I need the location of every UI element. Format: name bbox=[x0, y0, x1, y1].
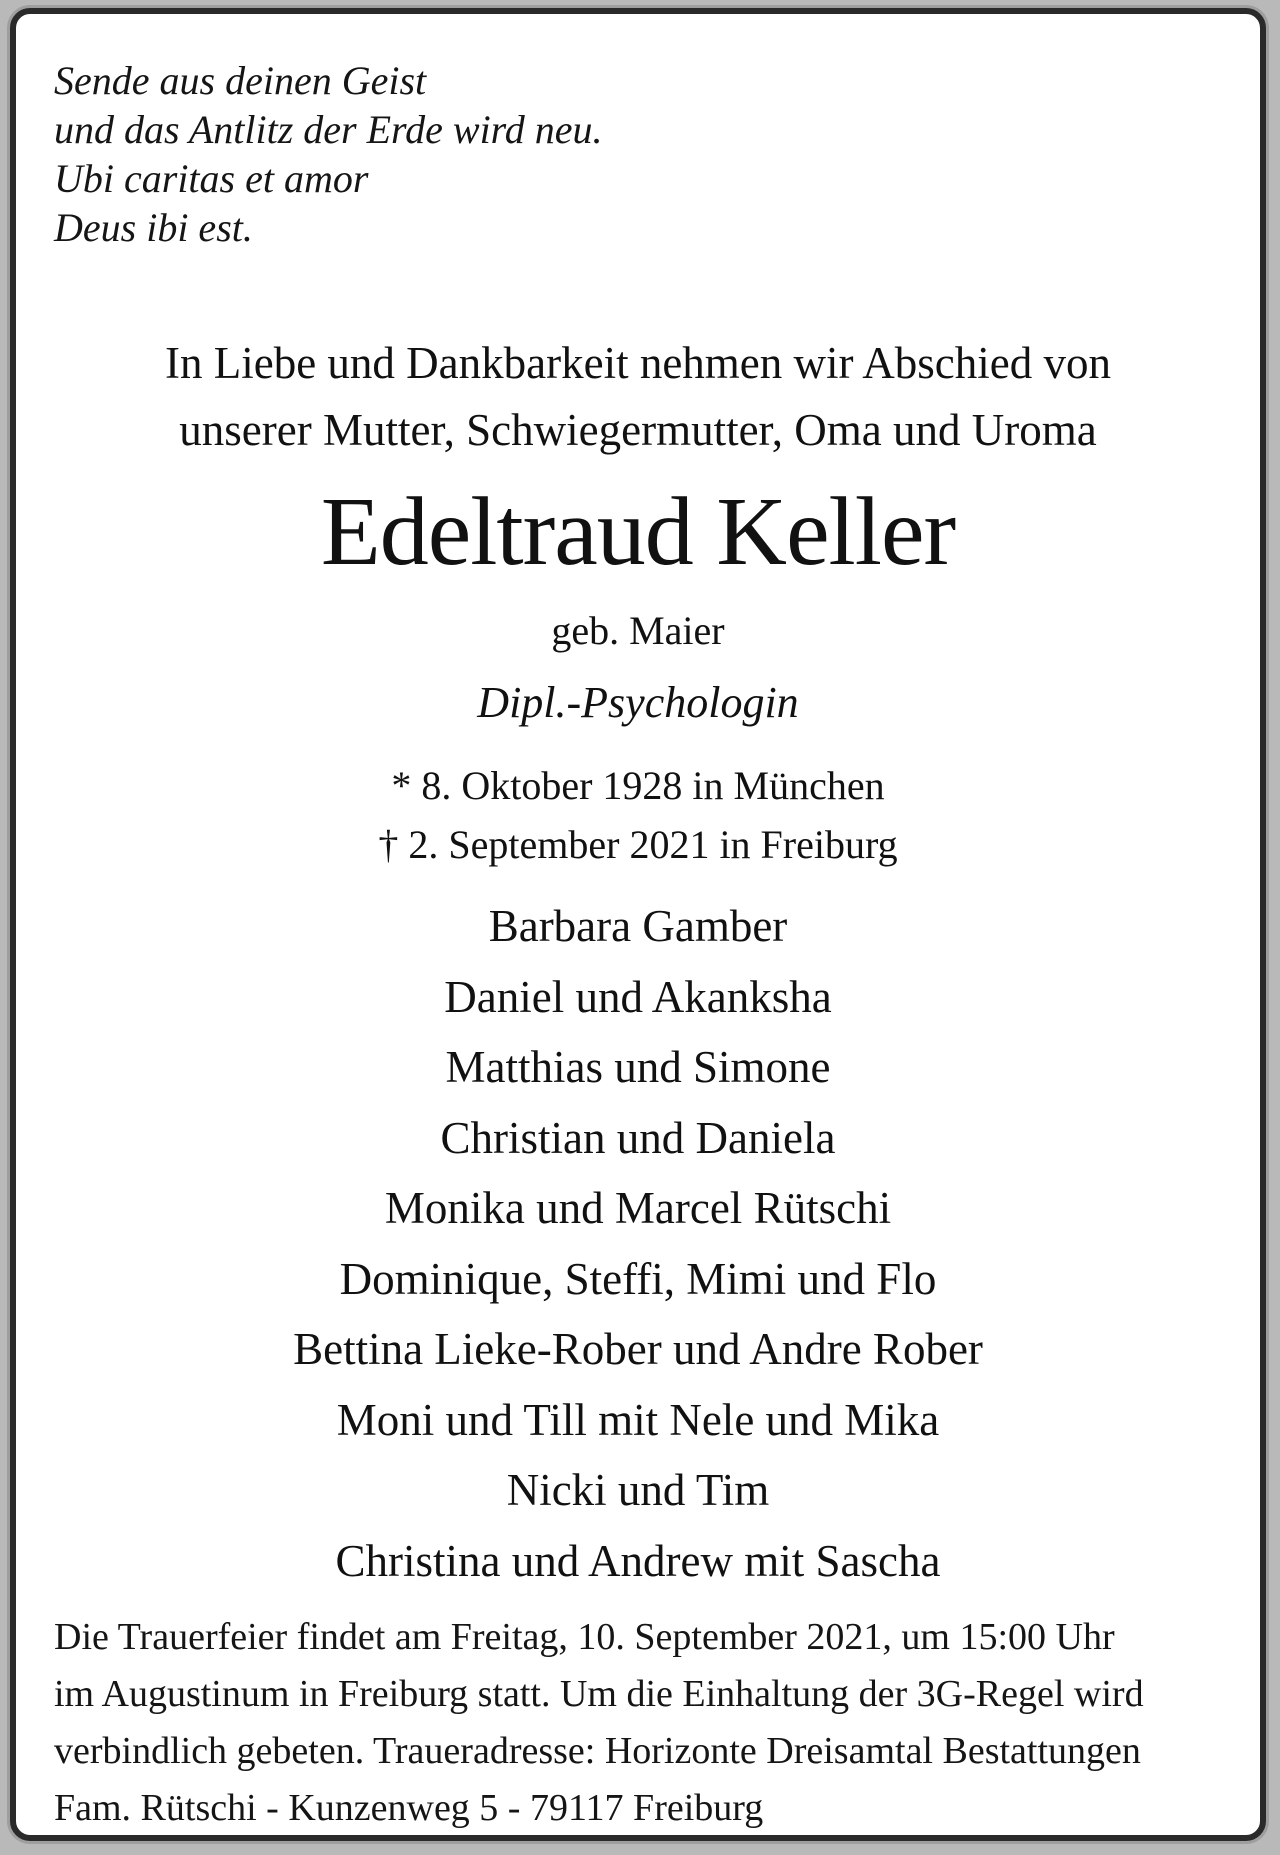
mourner-line: Nicki und Tim bbox=[506, 1465, 770, 1515]
life-dates bbox=[16, 756, 1260, 874]
funeral-info-line: verbindlich gebeten. Traueradresse: Horizonte Dreisamtal Bestattungen bbox=[54, 1730, 1141, 1772]
mourner-line: Christian und Daniela bbox=[440, 1112, 836, 1163]
death-date: † 2. September 2021 in Freiburg bbox=[378, 822, 898, 867]
mourner-line: Bettina Lieke-Rober und Andre Rober bbox=[293, 1324, 983, 1374]
intro-line: unserer Mutter, Schwiegermutter, Oma und Uroma bbox=[179, 405, 1097, 455]
funeral-info bbox=[54, 1609, 1234, 1837]
motto-line: und das Antlitz der Erde wird neu. bbox=[54, 107, 603, 152]
mourner-line: Dominique, Steffi, Mimi und Flo bbox=[339, 1253, 937, 1304]
birth-date: * 8. Oktober 1928 in München bbox=[391, 763, 885, 808]
mourner-line: Monika und Marcel Rütschi bbox=[384, 1183, 892, 1233]
motto-line: Sende aus deinen Geist bbox=[54, 58, 427, 103]
mourner-line: Christina und Andrew mit Sascha bbox=[335, 1535, 941, 1586]
funeral-info-line: Die Trauerfeier findet am Freitag, 10. September 2021, um 15:00 Uhr bbox=[54, 1616, 1115, 1658]
mourners-list bbox=[16, 891, 1260, 1596]
mourner-line: Moni und Till mit Nele und Mika bbox=[336, 1394, 940, 1445]
profession: Dipl.-Psychologin bbox=[477, 678, 799, 727]
funeral-info-line: Fam. Rütschi - Kunzenweg 5 - 79117 Freiburg bbox=[54, 1787, 764, 1829]
mourner-line: Matthias und Simone bbox=[445, 1042, 831, 1092]
mourner-line: Barbara Gamber bbox=[488, 901, 788, 951]
funeral-info-line: im Augustinum in Freiburg statt. Um die Einhaltung der 3G-Regel wird bbox=[54, 1673, 1144, 1715]
motto-line: Ubi caritas et amor bbox=[54, 156, 369, 201]
motto-verse bbox=[54, 56, 603, 252]
mourner-line: Daniel und Akanksha bbox=[444, 971, 832, 1022]
maiden-name: geb. Maier bbox=[551, 608, 725, 653]
intro-line: In Liebe und Dankbarkeit nehmen wir Abschied von bbox=[165, 338, 1111, 388]
intro-text bbox=[16, 330, 1260, 464]
deceased-name: Edeltraud Keller bbox=[320, 478, 956, 586]
motto-line: Deus ibi est. bbox=[54, 205, 253, 250]
obituary-notice bbox=[10, 8, 1266, 1841]
